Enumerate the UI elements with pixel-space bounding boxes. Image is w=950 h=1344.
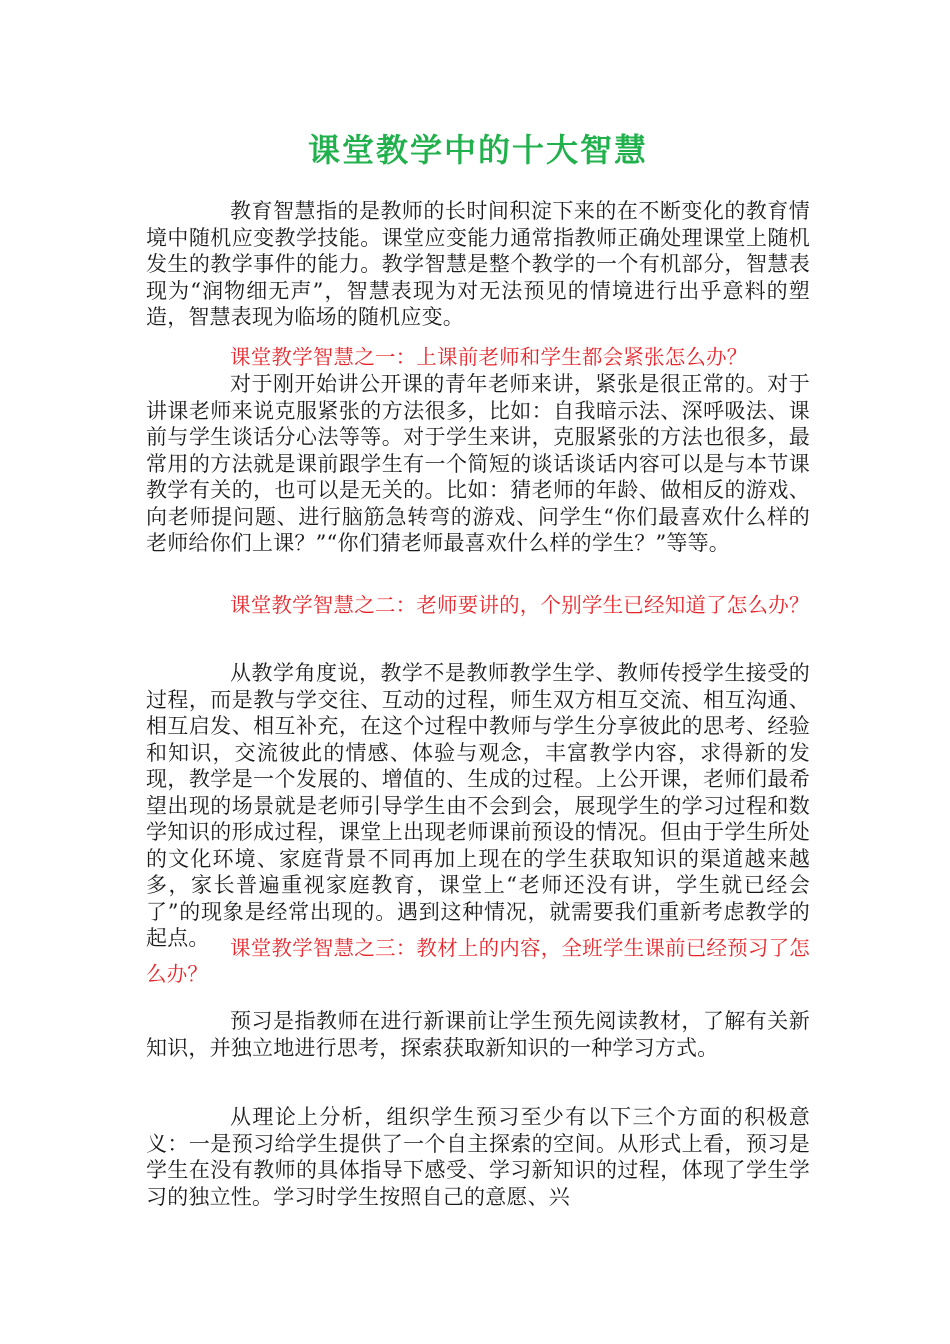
section1-body: 对于刚开始讲公开课的青年老师来讲，紧张是很正常的。对于讲课老师来说克服紧张的方法很多，比如：自我暗示法、深呼吸法、课前与学生谈话分心法等等。对于学生来讲，克服紧张的方法也很多，最常用的方法就是课前跟学生有一个简短的谈话谈话内容可以是与本节课教学有关的，也可以是无关的。比如：猜老师的年龄、做相反的游戏、向老师提问题、进行脑筋急转弯的游戏、问学生“你们最喜欢什么样的老师给你们上课？”“你们猜老师最喜欢什么样的学生？”等等。 (146, 372, 810, 555)
section3-body2: 从理论上分析，组织学生预习至少有以下三个方面的积极意义：一是预习给学生提供了一个自主探索的空间。从形式上看，预习是学生在没有教师的具体指导下感受、学习新知识的过程，体现了学生学习的独立性。学习时学生按照自己的意愿、兴 (146, 1105, 810, 1209)
section2-heading: 课堂教学智慧之二：老师要讲的，个别学生已经知道了怎么办？ (230, 593, 810, 617)
intro-paragraph: 教育智慧指的是教师的长时间积淀下来的在不断变化的教育情境中随机应变教学技能。课堂应变能力通常指教师正确处理课堂上随机发生的教学事件的能力。教学智慧是整个教学的一个有机部分，智慧表现为“润物细无声”，智慧表现为对无法预见的情境进行出乎意料的塑造，智慧表现为临场的随机应变。 (146, 199, 810, 329)
section3-body1: 预习是指教师在进行新课前让学生预先阅读教材，了解有关新知识，并独立地进行思考，探索获取新知识的一种学习方式。 (146, 1009, 810, 1060)
section1-heading: 课堂教学智慧之一：上课前老师和学生都会紧张怎么办？ (230, 345, 748, 369)
section3-heading: 课堂教学智慧之三：教材上的内容，全班学生课前已经预习了怎么办？ (146, 936, 810, 986)
document-title: 课堂教学中的十大智慧 (307, 131, 648, 169)
section2-body: 从教学角度说，教学不是教师教学生学、教师传授学生接受的过程，而是教与学交往、互动的过程，师生双方相互交流、相互沟通、相互启发、相互补充，在这个过程中教师与学生分享彼此的思考、经验和知识，交流彼此的情感、体验与观念，丰富教学内容，求得新的发现，教学是一个发展的、增值的、生成的过程。上公开课，老师们最希望出现的场景就是老师引导学生由不会到会，展现学生的学习过程和数学知识的形成过程，课堂上出现老师课前预设的情况。但由于学生所处的文化环境、家庭背景不同再加上现在的学生获取知识的渠道越来越多，家长普遍重视家庭教育，课堂上“老师还没有讲，学生就已经会了”的现象是经常出现的。遇到这种情况，就需要我们重新考虑教学的起点。 (146, 661, 810, 950)
